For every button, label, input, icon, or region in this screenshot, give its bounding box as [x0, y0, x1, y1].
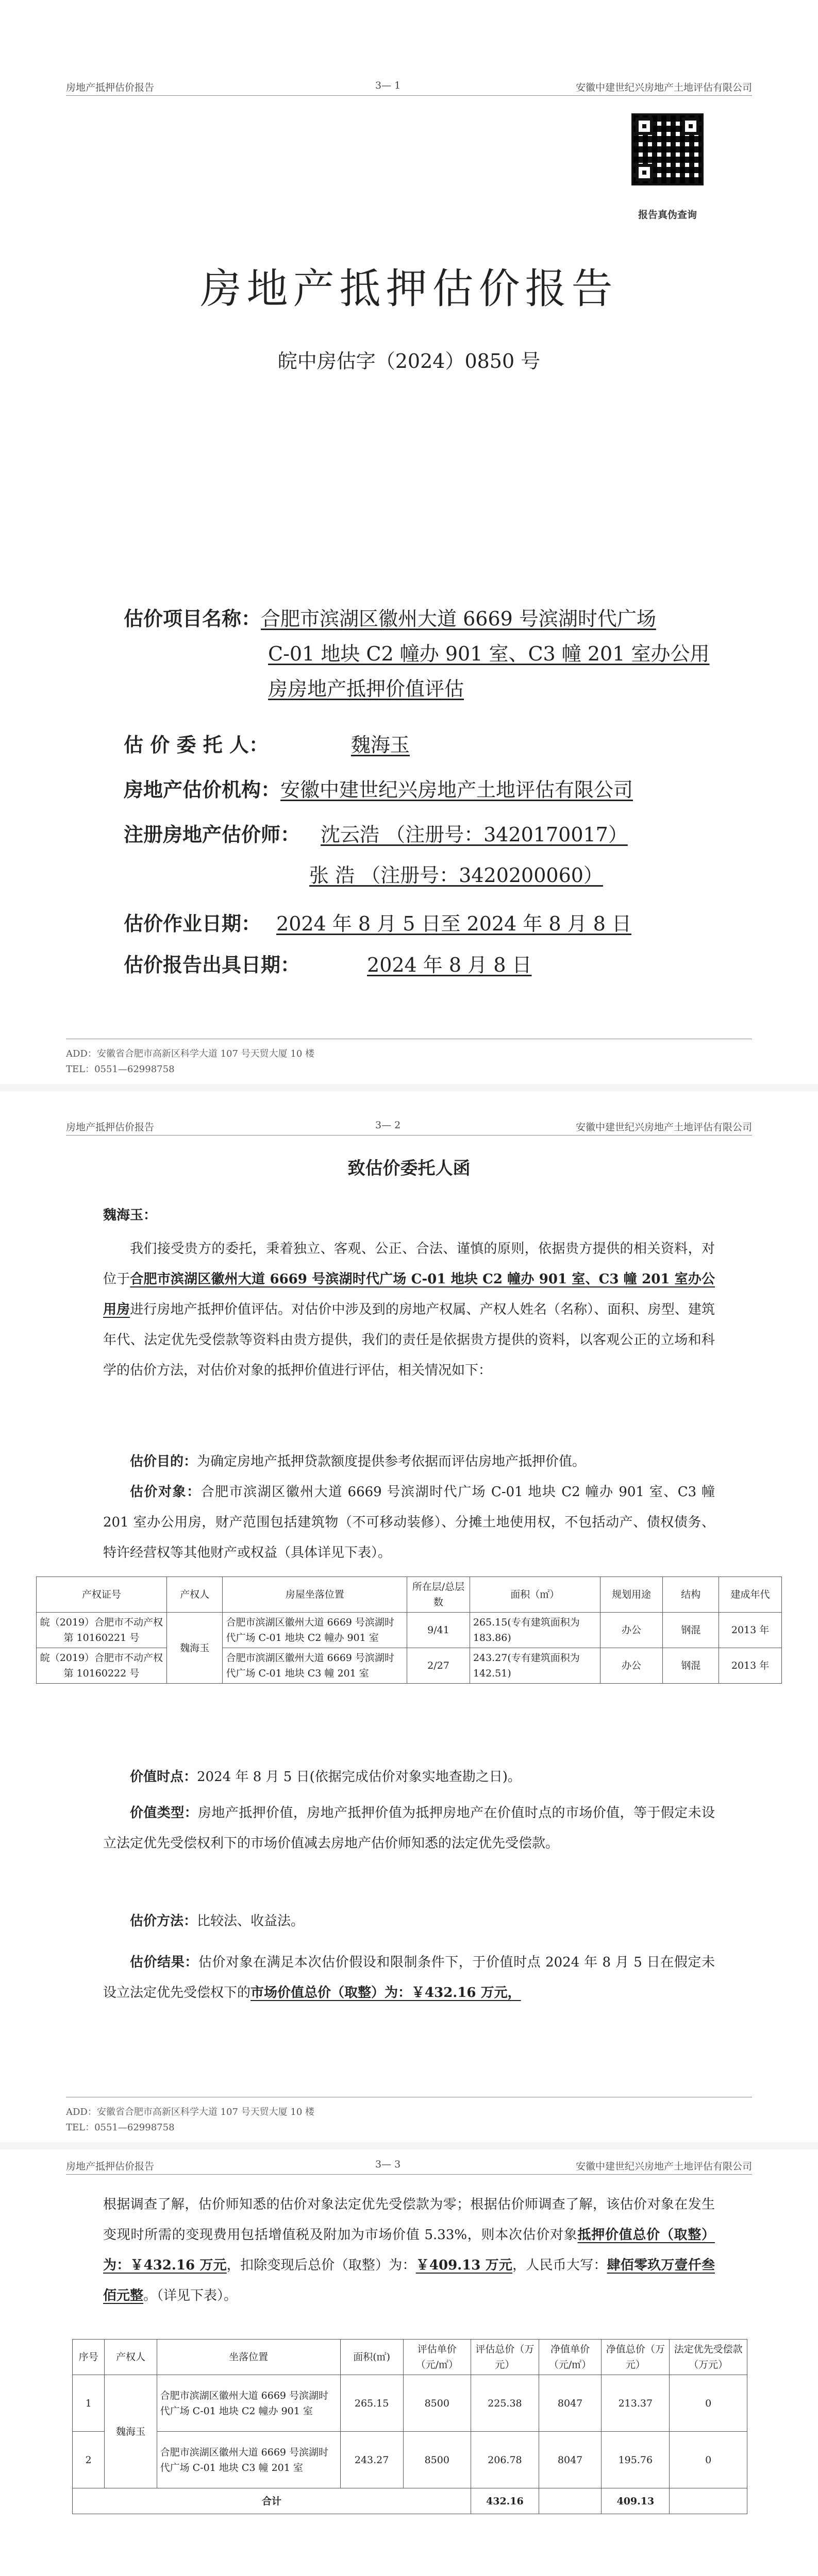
- total-price: 225.38: [471, 2375, 539, 2432]
- mortgage-paragraph: [103, 2190, 715, 2311]
- object-paragraph: [103, 1477, 715, 1568]
- purpose-label: 估价目的：: [130, 1454, 197, 1469]
- mortgage-text-c: ，扣除变现后总价（取整）为：: [226, 2258, 416, 2273]
- unit-price: 8500: [403, 2432, 471, 2488]
- table-header: 序号: [73, 2340, 105, 2375]
- intro-paragraph: [103, 1234, 715, 1386]
- area: 265.15: [340, 2375, 403, 2432]
- table-header: 净值总价（万元）: [602, 2340, 670, 2375]
- total-price: 206.78: [471, 2432, 539, 2488]
- table-header: 评估总价（万元）: [471, 2340, 539, 2375]
- seq: 1: [73, 2375, 105, 2432]
- net-value: ￥409.13 万元: [415, 2258, 513, 2273]
- issue-label: 估价报告出具日期：: [124, 953, 301, 976]
- table-header: 建成年代: [719, 1577, 782, 1613]
- table-header: 面积(㎡): [340, 2340, 403, 2375]
- location: 合肥市滨湖区徽州大道 6669 号滨湖时代广场 C-01 地块 C3 幢 201 室: [223, 1648, 407, 1684]
- table-header: 所在层/总层数: [407, 1577, 470, 1613]
- value-date-text: 2024 年 8 月 5 日(依据完成估价对象实地查勘之日)。: [197, 1769, 521, 1785]
- qr-caption: 报告真伪查询: [638, 209, 697, 221]
- mortgage-text-a: 根据调查了解，估价师知悉的估价对象法定优先受偿款为零；根据估价师调查了解，该估价对象在发生变现时所需的变现费用包括增值税及附加为市场价值 5.33%，则本次估价对象: [103, 2197, 715, 2243]
- project-line-3: 房房地产抵押价值评估: [268, 677, 464, 700]
- net-value-uppercase: 肆佰零玖万壹仟叁佰元整: [103, 2258, 715, 2303]
- period-row: [124, 908, 647, 936]
- total-net: 409.13: [602, 2488, 670, 2514]
- value-date-paragraph: [103, 1762, 715, 1792]
- header-right: 安徽中建世纪兴房地产土地评估有限公司: [575, 82, 752, 93]
- mortgage-value: 抵押价值总价（取整）为：￥432.16 万元: [103, 2227, 715, 2273]
- purpose-text: 为确定房地产抵押贷款额度提供参考依据而评估房地产抵押价值。: [197, 1454, 586, 1469]
- table-header: 评估单价（元/㎡）: [403, 2340, 471, 2375]
- header-right: 安徽中建世纪兴房地产土地评估有限公司: [575, 2161, 752, 2172]
- org-row: [124, 774, 633, 802]
- cert-no: 皖（2019）合肥市不动产权第 10160222 号: [37, 1648, 167, 1684]
- table-header: 产权人: [166, 1577, 223, 1613]
- value-date-label: 价值时点：: [130, 1769, 197, 1785]
- period-value: 2024 年 8 月 5 日至 2024 年 8 月 8 日: [276, 912, 632, 935]
- intro-text-a: 我们接受贵方的委托，秉着独立、客观、公正、合法、谨慎的原则，依据贵方提供的相关资料，对位于: [103, 1241, 715, 1287]
- page-header: [66, 2159, 752, 2175]
- floor: 9/41: [407, 1613, 470, 1648]
- table-header: 产权人: [105, 2340, 157, 2375]
- client-value: 魏海玉: [350, 734, 410, 756]
- issue-row: [124, 949, 598, 977]
- net-total: 195.76: [602, 2432, 670, 2488]
- total-value: 432.16: [471, 2488, 539, 2514]
- cert-no: 皖（2019）合肥市不动产权第 10160221 号: [37, 1613, 167, 1648]
- salutation: 魏海玉：: [103, 1208, 157, 1223]
- floor: 2/27: [407, 1648, 470, 1684]
- result-label: 估价结果：: [130, 1955, 198, 1970]
- page-number: 3— 1: [375, 80, 401, 91]
- footer-address: ADD：安徽省合肥市高新区科学大道 107 号天贸大厦 10 楼: [66, 2107, 315, 2117]
- footer-phone: TEL：0551—62998758: [66, 2122, 175, 2133]
- net-total: 213.37: [602, 2375, 670, 2432]
- result-text: 估价对象在满足本次估价假设和限制条件下，于价值时点 2024 年 8 月 5 日在假定未设立法定优先受偿权下的: [103, 1955, 715, 2001]
- result-paragraph: [103, 1947, 715, 2008]
- page-header: [66, 80, 752, 96]
- org-label: 房地产估价机构：: [124, 778, 281, 801]
- page-cover: [0, 0, 818, 1084]
- built-year: 2013 年: [719, 1613, 782, 1648]
- page-separator: [0, 1084, 818, 1091]
- footer-phone: TEL：0551—62998758: [66, 1064, 175, 1075]
- issue-value: 2024 年 8 月 8 日: [367, 954, 532, 976]
- table-header: 结构: [663, 1577, 719, 1613]
- method-paragraph: [103, 1906, 715, 1937]
- value-type-paragraph: [103, 1798, 715, 1859]
- header-left: 房地产抵押估价报告: [66, 2161, 155, 2172]
- appraiser-1: 沈云浩 （注册号：3420170017）: [321, 823, 628, 846]
- built-year: 2013 年: [719, 1648, 782, 1684]
- appraiser-row: [124, 819, 628, 847]
- mortgage-text-e: ，人民币大写：: [512, 2258, 607, 2273]
- table-total-row: [73, 2488, 747, 2514]
- page-number: 3— 3: [375, 2159, 401, 2170]
- document-number: 皖中房估字（2024）0850 号: [277, 350, 541, 372]
- page-separator: [0, 2142, 818, 2149]
- table-row: [37, 1648, 782, 1684]
- project-name-row: [124, 603, 656, 631]
- table-header: 房屋坐落位置: [223, 1577, 407, 1613]
- method-text: 比较法、收益法。: [197, 1913, 305, 1929]
- client-row: [124, 729, 492, 757]
- page-header: [66, 1120, 752, 1136]
- footer-address: ADD：安徽省合肥市高新区科学大道 107 号天贸大厦 10 楼: [66, 1048, 315, 1059]
- structure: 钢混: [663, 1648, 719, 1684]
- location: 合肥市滨湖区徽州大道 6669 号滨湖时代广场 C-01 地块 C3 幢 201 室: [157, 2432, 340, 2488]
- object-label: 估价对象：: [130, 1484, 201, 1500]
- seq: 2: [73, 2432, 105, 2488]
- header-right: 安徽中建世纪兴房地产土地评估有限公司: [575, 1122, 752, 1133]
- priority-claim: 0: [670, 2432, 747, 2488]
- location: 合肥市滨湖区徽州大道 6669 号滨湖时代广场 C-01 地块 C2 幢办 901 室: [223, 1613, 407, 1648]
- location: 合肥市滨湖区徽州大道 6669 号滨湖时代广场 C-01 地块 C2 幢办 901 室: [157, 2375, 340, 2432]
- net-unit-price: 8047: [539, 2432, 602, 2488]
- table-row: [73, 2375, 747, 2432]
- use: 办公: [600, 1648, 663, 1684]
- total-label: 合计: [73, 2488, 471, 2514]
- intro-property: 合肥市滨湖区徽州大道 6669 号滨湖时代广场 C-01 地块 C2 幢办 901 室、C3 幢 201 室办公用房: [103, 1272, 715, 1317]
- page-number: 3— 2: [375, 1120, 401, 1131]
- report-title: 房地产抵押估价报告: [200, 265, 618, 313]
- header-left: 房地产抵押估价报告: [66, 82, 155, 93]
- table-header: 坐落位置: [157, 2340, 340, 2375]
- use: 办公: [600, 1613, 663, 1648]
- table-row: [37, 1613, 782, 1648]
- area: 265.15(专有建筑面积为 183.86): [470, 1613, 600, 1648]
- project-line-1: 合肥市滨湖区徽州大道 6669 号滨湖时代广场: [261, 607, 656, 630]
- mortgage-text-g: 。（详见下表）。: [143, 2288, 238, 2303]
- valuation-table: [72, 2339, 747, 2514]
- project-line-2: C-01 地块 C2 幢办 901 室、C3 幢 201 室办公用: [268, 642, 710, 665]
- letter-title: 致估价委托人函: [347, 1158, 471, 1179]
- property-table: [36, 1577, 782, 1684]
- appraiser-label: 注册房地产估价师：: [124, 823, 301, 846]
- qr-code-icon[interactable]: [631, 113, 704, 185]
- table-header: 面积（㎡）: [470, 1577, 600, 1613]
- area: 243.27(专有建筑面积为 142.51): [470, 1648, 600, 1684]
- unit-price: 8500: [403, 2375, 471, 2432]
- page-footer: [66, 2097, 752, 2136]
- table-header: 法定优先受偿款（万元）: [670, 2340, 747, 2375]
- area: 243.27: [340, 2432, 403, 2488]
- org-value: 安徽中建世纪兴房地产土地评估有限公司: [280, 778, 633, 801]
- header-left: 房地产抵押估价报告: [66, 1122, 155, 1133]
- table-header-row: [37, 1577, 782, 1613]
- table-header: 产权证号: [37, 1577, 167, 1613]
- table-row: [73, 2432, 747, 2488]
- market-value: 市场价值总价（取整）为：￥432.16 万元，: [251, 1985, 521, 2001]
- client-label: 估 价 委 托 人：: [124, 733, 269, 756]
- object-text: 合肥市滨湖区徽州大道 6669 号滨湖时代广场 C-01 地块 C2 幢办 901 室、C3 幢 201 室办公用房，财产范围包括建筑物（不可移动装修）、分摊土地使用权，不包括动产、债权债务、特许经营权等其他财产或权益（具体详见下表）。: [103, 1484, 715, 1561]
- value-type-label: 价值类型：: [130, 1805, 198, 1821]
- priority-claim: 0: [670, 2375, 747, 2432]
- net-unit-price: 8047: [539, 2375, 602, 2432]
- page-footer: [66, 1039, 752, 1077]
- appraiser-2: 张 浩 （注册号：3420200060）: [309, 864, 603, 887]
- table-header: 规划用途: [600, 1577, 663, 1613]
- intro-text-c: 进行房地产抵押价值评估。对估价中涉及到的房地产权属、产权人姓名（名称）、面积、房型、建筑年代、法定优先受偿款等资料由贵方提供，我们的责任是依据贵方提供的资料，以客观公正的立场和科学的估价方法，对估价对象的抵押价值进行评估，相关情况如下：: [103, 1302, 715, 1378]
- purpose-paragraph: [103, 1447, 715, 1477]
- structure: 钢混: [663, 1613, 719, 1648]
- method-label: 估价方法：: [130, 1913, 197, 1929]
- owner: 魏海玉: [166, 1613, 223, 1684]
- table-header-row: [73, 2340, 747, 2375]
- value-type-text: 房地产抵押价值，房地产抵押价值为抵押房地产在价值时点的市场价值，等于假定未设立法定优先受偿权利下的市场价值减去房地产估价师知悉的法定优先受偿款。: [103, 1805, 715, 1851]
- period-label: 估价作业日期：: [124, 912, 261, 935]
- table-header: 净值单价（元/㎡）: [539, 2340, 602, 2375]
- owner: 魏海玉: [105, 2375, 157, 2488]
- project-label: 估价项目名称：: [124, 607, 261, 630]
